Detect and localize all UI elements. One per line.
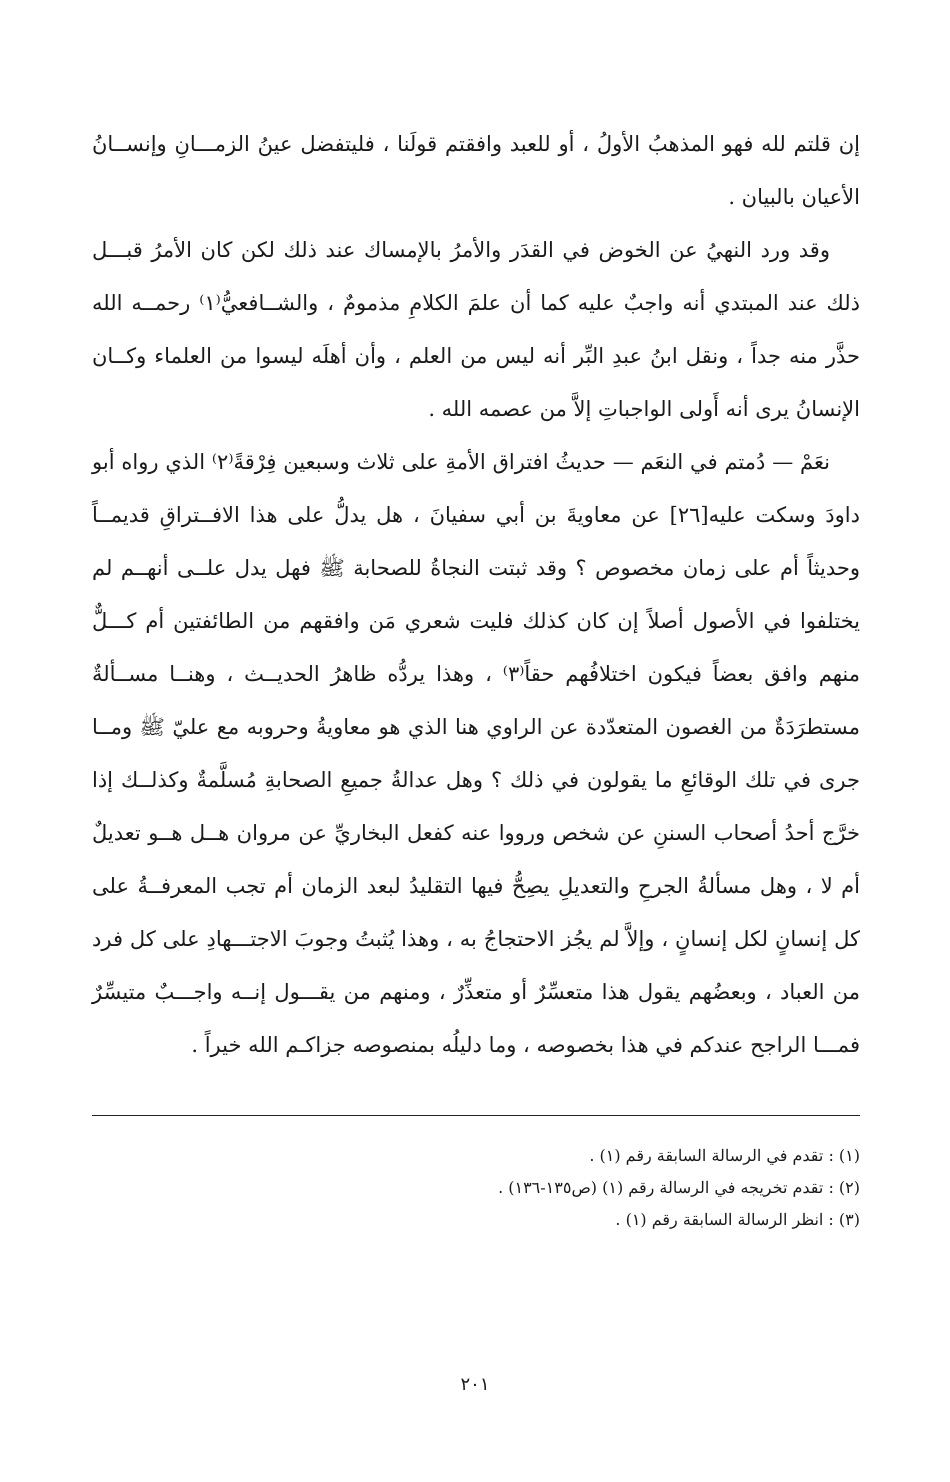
footnote-2: (٢) : تقدم تخريجه في الرسالة رقم (١) (ص١٣٥-١٣٦) .	[498, 1178, 860, 1197]
paragraph-1: إن قلتم لله فهو المذهبُ الأولُ ، أو للعبد وافقتم قولَنا ، فليتفضل عينُ الزمـــانِ وإنســانُ الأعيان بالبيان .	[92, 132, 860, 209]
page-number: ٢٠١	[460, 1374, 490, 1395]
paragraph-2: وقد ورد النهيُ عن الخوض في القدَر والأمرُ بالإمساك عند ذلك لكن كان الأمرُ قبـــل ذلك عند المبتدي أنه واجبٌ عليه كما أن علمَ الكلامِ مذمومٌ ، والشــافعيُّ⁽١⁾ رحمــه الله حذَّر منه جداً ، ونقل ابنُ عبدِ البِّر أنه ليس من العلم ، وأن أهلَه ليسوا من العلماء وكــان الإنسانُ يرى أنه أَولى الواجباتِ إلاَّ من عصمه الله .	[92, 238, 861, 421]
paragraph-3: نعَمْ — دُمتم في النعَم — حديثُ افتراق الأمةِ على ثلاث وسبعين فِرْقةً⁽٢⁾ الذي رواه أبو داودَ وسكت عليه[٢٦] عن معاويةَ بن أبي سفيانَ ، هل يدلُّ على هذا الافــتراقِ قديمــاً وحديثاً أم على زمان مخصوص ؟ وقد ثبتت النجاةُ للصحابة ﷺ فهل يدل علــى أنهــم لم يختلفوا في الأصول أصلاً إن كان كذلك فليت شعري مَن وافقهم من الطائفتين أم كـــلٌّ منهم وافق بعضاً فيكون اختلافُهم حقاً⁽٣⁾ ، وهذا يردُّه ظاهرُ الحديــث ، وهنــا مســألةٌ مستطرَدَةٌ من الغصون المتعدّدة عن الراوي هنا الذي هو معاويةُ وحروبه مع عليّ ﷺ ومــا جرى في تلك الوقائعِ ما يقولون في ذلك ؟ وهل عدالةُ جميعِ الصحابةِ مُسلَّمةٌ وكذلــك إذا خرَّج أحدُ أصحاب السننِ عن شخص ورووا عنه كفعل البخاريِّ عن مروان هــل هــو تعديلٌ أم لا ، وهل مسألةُ الجرحِ والتعديلِ يصِحُّ فيها التقليدُ لبعد الزمان أم تجب المعرفــةُ على كل إنسانٍ لكل إنسانٍ ، وإلاَّ لم يجُز الاحتجاجُ به ، وهذا يُثبتُ وجوبَ الاجتـــهادِ على كل فرد من العباد ، وبعضُهم يقول هذا متعسِّرٌ أو متعذِّرٌ ، ومنهم من يقـــول إنــه واجـــبٌ متيسِّرٌ فمـــا الراجح عندكم في هذا بخصوصه ، وما دليلُه بمنصوصه جزاكـم الله خيراً .	[92, 450, 860, 1057]
footnote-3: (٣) : انظر الرسالة السابقة رقم (١) .	[615, 1210, 860, 1229]
footnote-1: (١) : تقدم في الرسالة السابقة رقم (١) .	[589, 1146, 860, 1165]
footnotes	[92, 1140, 860, 1236]
footnote-separator	[92, 1115, 860, 1116]
main-text	[92, 118, 860, 1072]
